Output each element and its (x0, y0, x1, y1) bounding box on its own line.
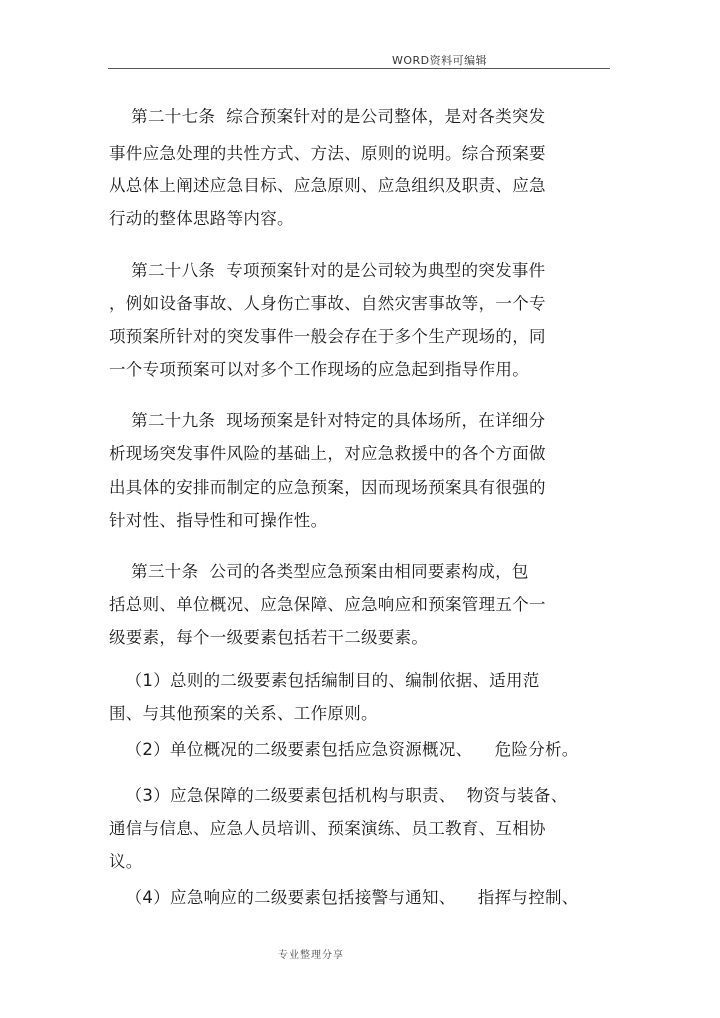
header-text: WORD资料可编辑 (392, 54, 488, 67)
text-line: 级要素，每个一级要素包括若干二级要素。 (109, 628, 429, 647)
text-line: 第二十七条 综合预案针对的是公司整体，是对各类突发 (109, 107, 546, 126)
text-line: 事件应急处理的共性方式、方法、原则的说明。综合预案要 (109, 144, 546, 163)
header-divider (108, 68, 610, 69)
text-line: ，例如设备事故、人身伤亡事故、自然灾害事故等，一个专 (109, 294, 546, 313)
text-line: 项预案所针对的突发事件一般会存在于多个生产现场的，同 (109, 327, 546, 346)
text-line: 行动的整体思路等内容。 (109, 209, 294, 228)
text-line: （2）单位概况的二级要素包括应急资源概况、 危险分析。 (109, 740, 579, 759)
page-footer: 专业整理分享 (278, 950, 344, 961)
text-line: 议。 (109, 852, 143, 871)
text-line: 一个专项预案可以对多个工作现场的应急起到指导作用。 (109, 360, 529, 379)
text-line: 第二十九条 现场预案是针对特定的具体场所，在详细分 (109, 411, 546, 430)
text-line: （3）应急保障的二级要素包括机构与职责、 物资与装备、 (109, 786, 568, 805)
text-line: （1）总则的二级要素包括编制目的、编制依据、适用范 (109, 671, 540, 690)
text-line: 析现场突发事件风险的基础上，对应急救援中的各个方面做 (109, 444, 546, 463)
text-line: （4）应急响应的二级要素包括接警与通知、 指挥与控制、 (109, 888, 579, 907)
text-line: 出具体的安排而制定的应急预案，因而现场预案具有很强的 (109, 478, 546, 497)
text-line: 围、与其他预案的关系、工作原则。 (109, 704, 378, 723)
text-line: 第二十八条 专项预案针对的是公司较为典型的突发事件 (109, 261, 546, 280)
text-line: 针对性、指导性和可操作性。 (109, 511, 328, 530)
text-line: 第三十条 公司的各类型应急预案由相同要素构成，包 (109, 562, 529, 581)
text-line: 通信与信息、应急人员培训、预案演练、员工教育、互相协 (109, 819, 546, 838)
text-line: 括总则、单位概况、应急保障、应急响应和预案管理五个一 (109, 595, 546, 614)
text-line: 从总体上阐述应急目标、应急原则、应急组织及职责、应急 (109, 176, 546, 195)
